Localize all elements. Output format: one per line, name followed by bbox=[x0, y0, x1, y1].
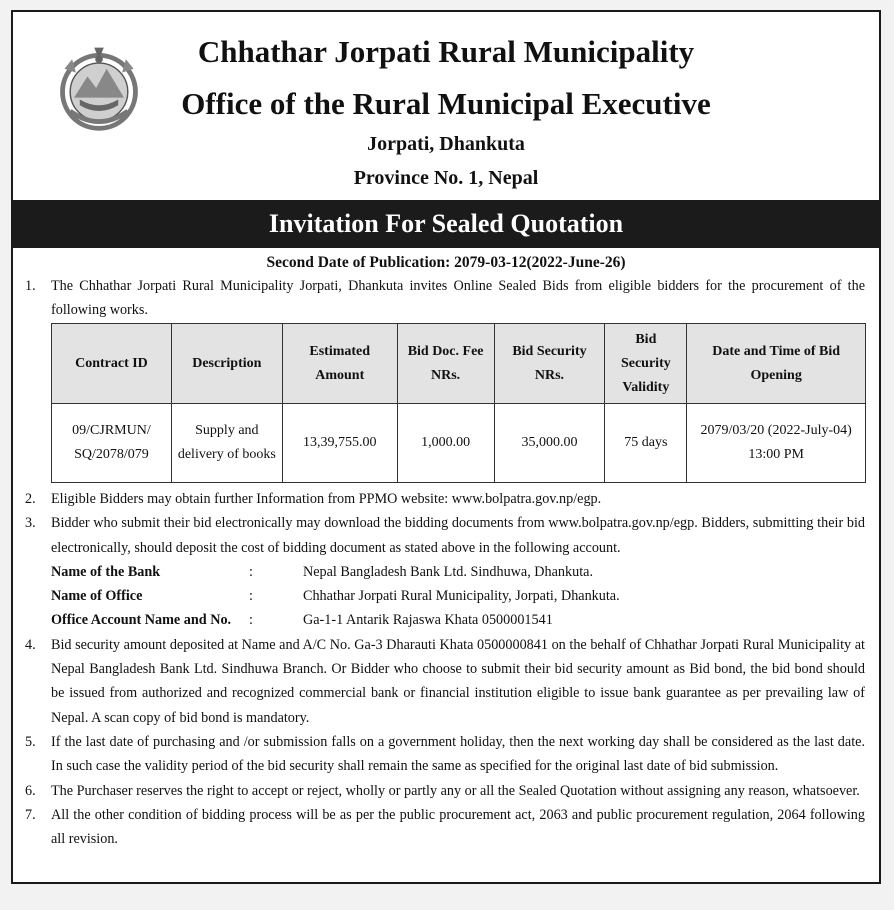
account-sep: : bbox=[249, 588, 253, 605]
items-block bbox=[25, 487, 865, 851]
account-value: Chhathar Jorpati Rural Municipality, Jorpati, Dhankuta. bbox=[303, 588, 620, 605]
account-key: Name of the Bank bbox=[51, 563, 161, 580]
col-description: Description bbox=[171, 324, 282, 404]
col-bid-opening: Date and Time of Bid Opening bbox=[687, 324, 866, 404]
item-text: The Chhathar Jorpati Rural Municipality Jorpati, Dhankuta invites Online Sealed Bids from eligible bidders for the procurement of the following works. bbox=[51, 278, 865, 319]
item-text: Eligible Bidders may obtain further Information from PPMO website: www.bolpatra.gov.np/egp. bbox=[51, 491, 602, 507]
account-key: Office Account Name and No. bbox=[51, 612, 232, 629]
cell-validity: 75 days bbox=[605, 404, 687, 483]
table-header-row bbox=[52, 324, 866, 404]
office-title: Office of the Rural Municipal Executive bbox=[181, 86, 711, 121]
account-value: Nepal Bangladesh Bank Ltd. Sindhuwa, Dhankuta. bbox=[303, 563, 593, 580]
cell-contract-id: 09/CJRMUN/ SQ/2078/079 bbox=[52, 404, 172, 483]
list-item bbox=[25, 487, 865, 511]
table-row bbox=[52, 404, 866, 483]
col-contract-id: Contract ID bbox=[52, 324, 172, 404]
item-number: 1. bbox=[25, 278, 36, 294]
item-number: 3. bbox=[25, 515, 36, 532]
cell-bid-opening: 2079/03/20 (2022-July-04) 13:00 PM bbox=[687, 404, 866, 483]
notice-banner: Invitation For Sealed Quotation bbox=[13, 200, 879, 248]
account-row-number bbox=[51, 608, 865, 632]
list-item bbox=[25, 779, 865, 803]
item-text: Bid security amount deposited at Name and A/C No. Ga-3 Dharauti Khata 0500000841 on the behalf of Chhathar Jorpati Rural Municipality at Nepal Bangladesh Bank Ltd. Sindhuwa Branch. Or Bidder who choose to submit their bid security amount as Bid bond, the bid bond should be issued from authorized and recognized commercial bank or financial institution eligible to issue bank guarantee as per prevailing law of Nepal. A scan copy of bid bond is mandatory. bbox=[51, 636, 865, 726]
bid-table bbox=[51, 323, 866, 483]
item-text: If the last date of purchasing and /or submission falls on a government holiday, then the next working day shall be considered as the last date. In such case the validity period of the bid security shall remain the same as specified for the original last date of bid submission. bbox=[51, 733, 865, 775]
list-item bbox=[25, 511, 865, 560]
col-estimated-amount: Estimated Amount bbox=[282, 324, 397, 404]
list-item bbox=[25, 633, 865, 730]
item-1-block bbox=[25, 274, 865, 323]
cell-bid-security: 35,000.00 bbox=[494, 404, 605, 483]
location-line: Jorpati, Dhankuta bbox=[367, 133, 525, 155]
account-key: Name of Office bbox=[51, 588, 143, 605]
item-number: 2. bbox=[25, 491, 36, 507]
notice-sheet bbox=[11, 10, 881, 884]
item-text: Bidder who submit their bid electronically may download the bidding documents from www.bolpatra.gov.np/egp. Bidders, submitting their bid electronically, should deposit the cost of bidding document as stated above in the following account. bbox=[51, 515, 865, 556]
item-text: All the other condition of bidding process will be as per the public procurement act, 2063 and public procurement regulation, 2064 following all revision. bbox=[51, 806, 865, 848]
account-row-office bbox=[51, 584, 865, 608]
account-sep: : bbox=[249, 612, 253, 629]
item-number: 6. bbox=[25, 782, 36, 799]
item-number: 7. bbox=[25, 806, 36, 823]
account-row-bank bbox=[51, 560, 865, 584]
account-sep: : bbox=[249, 563, 253, 580]
item-number: 5. bbox=[25, 733, 36, 750]
province-line: Province No. 1, Nepal bbox=[353, 167, 539, 189]
cell-bid-doc-fee: 1,000.00 bbox=[397, 404, 494, 483]
account-value: Ga-1-1 Antarik Rajaswa Khata 0500001541 bbox=[303, 612, 553, 629]
list-item bbox=[25, 274, 865, 323]
list-item bbox=[25, 730, 865, 779]
cell-description: Supply and delivery of books bbox=[171, 404, 282, 483]
col-bid-doc-fee: Bid Doc. Fee NRs. bbox=[397, 324, 494, 404]
cell-estimated-amount: 13,39,755.00 bbox=[282, 404, 397, 483]
municipality-title: Chhathar Jorpati Rural Municipality bbox=[197, 34, 695, 69]
col-bid-security: Bid Security NRs. bbox=[494, 324, 605, 404]
list-item bbox=[25, 803, 865, 852]
col-bid-security-validity: Bid Security Validity bbox=[605, 324, 687, 404]
publication-date: Second Date of Publication: 2079-03-12(2022-June-26) bbox=[266, 254, 626, 271]
item-text: The Purchaser reserves the right to accept or reject, wholly or partly any or all the Sealed Quotation without assigning any reason, whatsoever. bbox=[51, 782, 860, 799]
item-number: 4. bbox=[25, 636, 36, 653]
